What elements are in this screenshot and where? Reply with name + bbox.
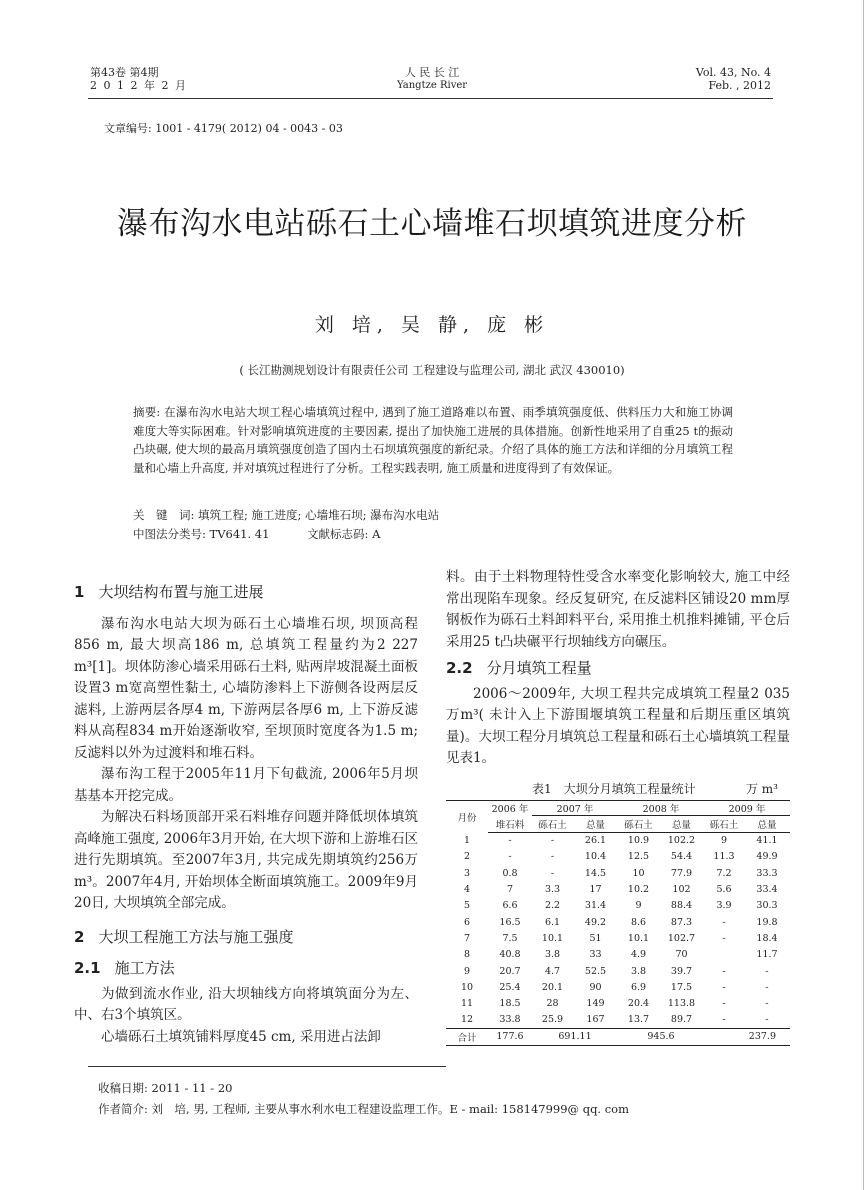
authors: 刘 培, 吴 静, 庞 彬 [314,314,550,336]
table-cell: 17 [589,884,602,896]
table-cell: - [722,916,726,928]
table-cell: 70 [675,949,688,961]
table-cell: 7.2 [716,867,732,879]
column-header: 总量 [744,816,790,833]
table-cell: 10.4 [584,851,607,863]
table-cell: 25.4 [499,981,521,993]
table-cell: 31.4 [584,900,607,912]
table-cell: 1 [463,835,471,847]
table-cell: 6 [463,916,471,928]
table-cell: 33.3 [756,867,778,879]
section-1-heading: 1 大坝结构布置与施工进展 [74,583,264,601]
header-volume: Vol. 43, No. 4 Feb. , 2012 [695,66,771,92]
header-issue: 第43卷 第4期 2 0 1 2 年 2 月 [90,66,188,92]
footnote-rule [88,1066,446,1067]
table-cell: 11.3 [713,851,735,863]
table-cell: 2 [463,851,471,863]
received-date: 收稿日期: 2011 - 11 - 20 [98,1081,233,1095]
table-cell: 26.1 [584,835,607,847]
paragraph: 料。由于土料物理特性受含水率变化影响较大, 施工中经常出现陷车现象。经反复研究, 在反滤料区铺设20 mm厚钢板作为砾石土料卸料平台, 采用推土机推料摊铺, 平仓后采用25 t凸块碾平行坝轴线方向碾压。 [446,569,790,650]
table-cell: 10.1 [541,932,564,944]
table-cell: 177.6 [488,1028,532,1045]
table-cell: 20.4 [627,998,650,1010]
table-cell: 33.4 [756,884,778,896]
table-cell: 0.8 [502,867,518,879]
paragraph: 瀑布沟工程于2005年11月下旬截流, 2006年5月坝基基本开挖完成。 [74,766,418,804]
classification [133,526,394,542]
table-cell: 7 [506,884,514,896]
table-row [446,930,790,946]
header-month: 月份 [446,801,488,833]
table-cell: 3.9 [716,900,732,912]
table-row [446,898,790,914]
table-cell: 88.4 [670,900,693,912]
table-cell: 87.3 [670,916,693,928]
header-2007: 2007 年 [532,801,618,816]
section-2-2-heading: 2.2 分月填筑工程量 [446,659,592,677]
author-bio: 作者简介: 刘 培, 男, 工程师, 主要从事水利水电工程建设监理工作。E - mail: 158147999@ qq. com [98,1102,630,1116]
paragraph: 为解决石料场顶部开采石料堆存问题并降低坝体填筑高峰施工强度, 2006年3月开始, 在大坝下游和上游堆石区进行先期填筑。至2007年3月, 共完成先期填筑约256万m³。2007年4月, 开始坝体全断面填筑施工。2009年9月20日, 大坝填筑全部完成。 [74,809,418,911]
table-row [446,947,790,963]
table-cell: 89.7 [670,1014,693,1026]
table-cell: - [508,835,512,847]
article-number: 文章编号: 1001 - 4179( 2012) 04 - 0043 - 03 [104,122,343,135]
table-cell: - [550,851,555,863]
table-cell: 8 [463,949,471,961]
keywords: 关 键 词: 填筑工程; 施工进度; 心墙堆石坝; 瀑布沟水电站 [133,508,440,522]
table-cell: 102.7 [667,932,696,944]
table-cell: 4.7 [544,965,561,977]
table-cell: 9 [463,965,471,977]
table-cell: 合计 [446,1028,488,1045]
table-cell: 3 [463,867,471,879]
table-cell: 12 [460,1014,474,1026]
paragraph: 瀑布沟水电站大坝为砾石土心墙堆石坝, 坝顶高程856 m, 最大坝高186 m, 总填筑工程量约为2 227 m³[1]。坝体防渗心墙采用砾石土料, 贴两岸坡混凝土面板设置3 m宽高塑性黏土, 心墙防渗料上下游侧各设两层反滤料, 上游两层各厚4 m, 下游两层各厚6 m, 上下游反滤料从高程834 m开始逐渐收窄, 至坝顶时宽度各为1.5 m; 反滤料以外为过渡料和堆石料。 [74,615,418,761]
table-cell: - [550,835,555,847]
table-cell: - [765,965,769,977]
table-cell: 7 [463,932,471,944]
table-cell: - [722,998,726,1010]
table-cell: 4 [463,884,471,896]
abstract: 摘要: 在瀑布沟水电站大坝工程心墙填筑过程中, 遇到了施工道路难以布置、雨季填筑强度低、供料压力大和施工协调难度大等实际困难。针对影响填筑进度的主要因素, 提出了加快施工进展的具体措施。创新性地采用了自重25 t的振动凸块碾, 使大坝的最高月填筑强度创造了国内土石坝填筑强度的新纪录。介绍了具体的施工方法和详细的分月填筑工程量和心墙上升高度, 并对填筑过程进行了分析。工程实践表明, 施工质量和进度得到了有效保证。 [133,405,733,475]
table-row [446,865,790,881]
table-cell: 11.7 [756,949,778,961]
table-row [446,979,790,995]
table-cell: 102.2 [667,835,696,847]
table-cell: 5.6 [716,884,732,896]
table-cell: 167 [586,1014,605,1026]
table-cell: 17.5 [670,981,693,993]
table-row [446,995,790,1011]
table-cell: 9 [635,900,642,912]
right-column [446,567,790,770]
table-cell: 18.5 [499,998,521,1010]
table-caption-label: 表1 大坝分月填筑工程量统计 [532,782,696,796]
doc-code: 文献标志码: A [307,527,381,541]
table-cell: 33 [589,949,602,961]
table-cell: 20.1 [541,981,564,993]
table-cell: 10.9 [627,835,650,847]
table-total-row [446,1028,790,1045]
table-cell: 5 [463,900,471,912]
table-cell: 9 [720,835,728,847]
header-journal-name: 人 民 长 江 Yangtze River [396,66,468,91]
table-cell: 8.6 [630,916,647,928]
table-cell: - [722,932,726,944]
table-cell: - [508,851,512,863]
table-cell: 12.5 [627,851,650,863]
table-row [446,849,790,865]
table-cell: 10 [632,867,645,879]
table-cell: - [765,998,769,1010]
table-cell: 11 [460,998,474,1010]
table-cell: - [722,965,726,977]
section-2-heading: 2 大坝工程施工方法与施工强度 [74,927,294,946]
table-cell: 2.2 [544,900,561,912]
table-row [446,914,790,930]
table-cell: 149 [586,998,605,1010]
table-row [446,881,790,897]
column-header: 总量 [659,816,704,833]
header-rule [88,98,773,99]
table-cell: 40.8 [499,949,521,961]
table-cell: 102 [672,884,691,896]
table-cell: 6.6 [502,900,518,912]
clc-number: 中图法分类号: TV641. 41 [133,527,270,541]
column-header: 砾石土 [618,816,659,833]
header-2009: 2009 年 [704,801,790,816]
column-header: 总量 [573,816,618,833]
table-cell: 19.8 [756,916,778,928]
column-header: 堆石料 [488,816,532,833]
paragraph: 2006～2009年, 大坝工程共完成填筑工程量2 035万m³( 未计入上下游围堰填筑工程量和后期压重区填筑量)。大坝工程分月填筑总工程量和砾石土心墙填筑工程量见表1。 [446,685,790,766]
table-cell: 33.8 [499,1014,521,1026]
table-cell: 54.4 [670,851,693,863]
header-2008: 2008 年 [618,801,704,816]
column-header: 砾石土 [704,816,744,833]
table-cell: 3.8 [630,965,647,977]
table-row [446,1012,790,1028]
table-cell: - [722,981,726,993]
page-title: 瀑布沟水电站砾石土心墙堆石坝填筑进度分析 [117,206,747,242]
table-cell: 3.8 [544,949,561,961]
table-cell: 7.5 [502,932,518,944]
table-cell: 90 [589,981,602,993]
table-cell: 77.9 [670,867,693,879]
table-cell: 3.3 [544,884,561,896]
table-cell: 49.2 [584,916,607,928]
header-2006: 2006 年 [488,801,532,816]
column-header: 砾石土 [532,816,573,833]
table-cell: 49.9 [756,851,778,863]
table-row [446,963,790,979]
table-cell: 28 [546,998,559,1010]
table-cell: 10.2 [627,884,650,896]
affiliation: ( 长江勘测规划设计有限责任公司 工程建设与监理公司, 湖北 武汉 430010) [239,363,625,377]
table-cell: 10.1 [627,932,650,944]
paragraph: 为做到流水作业, 沿大坝轴线方向将填筑面分为左、中、右3个填筑区。 [74,985,418,1023]
table-cell: - [722,1014,726,1026]
table-cell: - [765,981,769,993]
table-cell: 20.7 [499,965,521,977]
table-cell: 39.7 [670,965,693,977]
left-column [74,580,418,1048]
section-2-1-heading: 2.1 施工方法 [74,959,175,977]
table-cell: 945.6 [618,1028,704,1045]
table-row [446,833,790,849]
table-cell: 52.5 [584,965,607,977]
table-cell [704,947,744,963]
table-cell: 30.3 [756,900,778,912]
table-cell: 25.9 [541,1014,564,1026]
table-cell: 237.9 [704,1028,790,1045]
table-cell: 6.1 [544,916,561,928]
table-cell: 6.9 [630,981,647,993]
table-cell: 16.5 [499,916,521,928]
table-cell: - [550,867,555,879]
table-cell: 18.4 [756,932,778,944]
table-cell: 13.7 [627,1014,650,1026]
table-cell: 14.5 [584,867,607,879]
table-cell: 691.11 [532,1028,618,1045]
table-cell: 51 [589,932,602,944]
table-caption-unit: 万 m³ [745,782,778,796]
fill-volume-table [446,800,790,1046]
table-cell: 4.9 [630,949,647,961]
paragraph: 心墙砾石土填筑铺料厚度45 cm, 采用进占法卸 [101,1028,381,1045]
table-cell: 113.8 [667,998,696,1010]
table-cell: 41.1 [756,835,778,847]
table-cell: - [765,1014,769,1026]
table-cell: 10 [460,981,474,993]
